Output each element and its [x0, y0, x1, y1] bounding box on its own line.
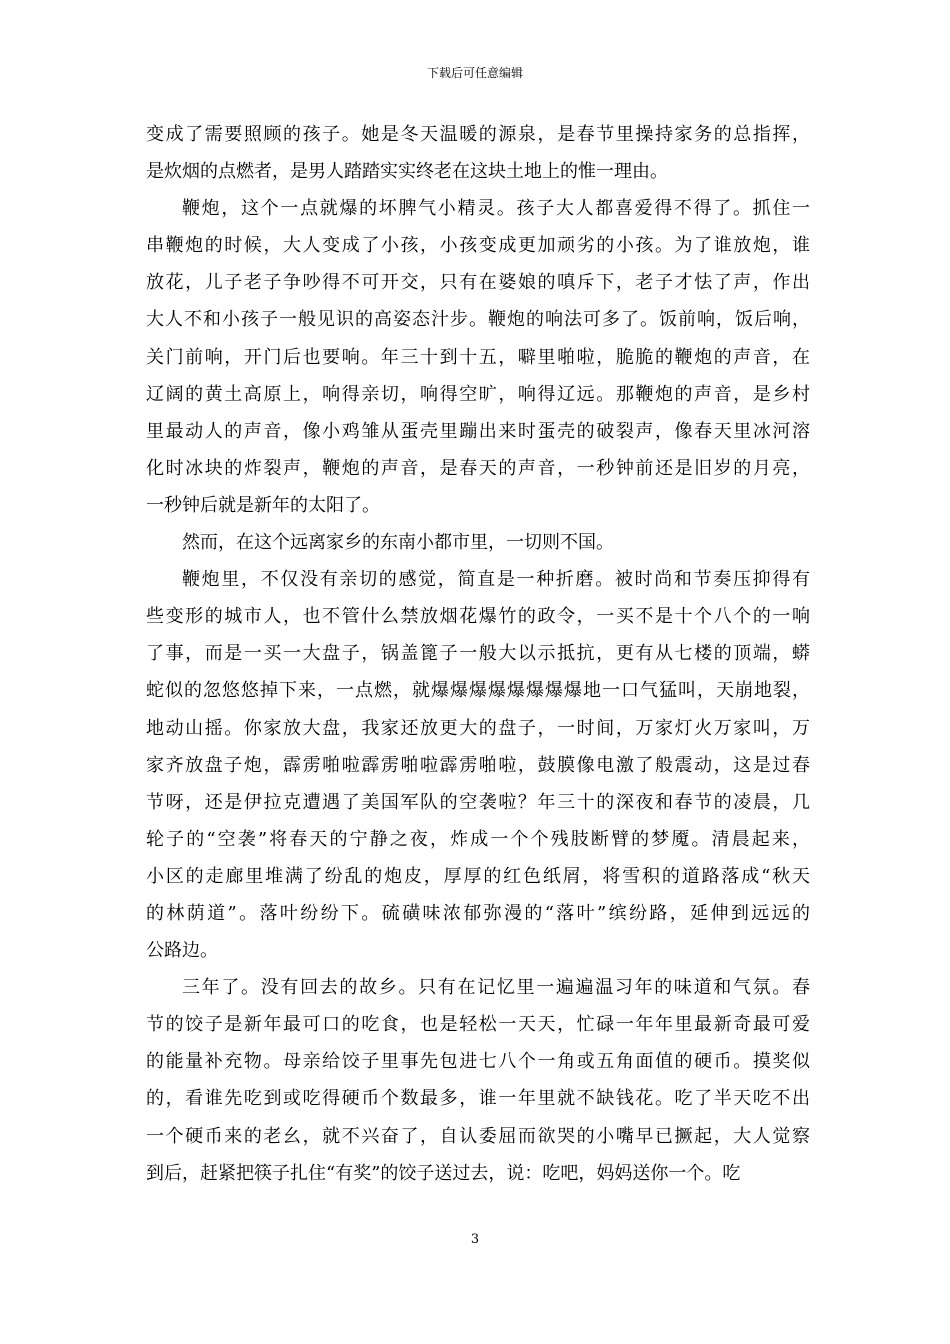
- text-line: 串鞭炮的时候，大人变成了小孩，小孩变成更加顽劣的小孩。为了谁放炮，谁: [146, 235, 810, 257]
- text-line: 蛇似的忽悠悠掉下来，一点燃，就爆爆爆爆爆爆爆爆地一口气猛叫，天崩地裂，: [146, 680, 810, 702]
- paragraph: [146, 116, 810, 190]
- text-line: 里最动人的声音，像小鸡雏从蛋壳里蹦出来时蛋壳的破裂声，像春天里冰河溶: [146, 420, 810, 442]
- paragraph: [146, 969, 810, 1192]
- text-line: 变成了需要照顾的孩子。她是冬天温暖的源泉，是春节里操持家务的总指挥，: [146, 124, 810, 145]
- text-line: 放花，儿子老子争吵得不可开交，只有在婆娘的嗔斥下，老子才怯了声，作出: [146, 272, 810, 294]
- text-line: 到后，赶紧把筷子扎住“有奖”的饺子送过去，说：吃吧，妈妈送你一个。吃: [146, 1162, 741, 1184]
- text-line: 鞭炮里，不仅没有亲切的感觉，简直是一种折磨。被时尚和节奏压抑得有: [182, 569, 810, 591]
- paragraph: [146, 524, 810, 561]
- text-line: 然而，在这个远离家乡的东南小都市里，一切则不国。: [182, 532, 614, 554]
- paragraph: [146, 190, 810, 524]
- text-line: 些变形的城市人，也不管什么禁放烟花爆竹的政令，一买不是十个八个的一响: [146, 606, 810, 628]
- text-line: 鞭炮，这个一点就爆的坏脾气小精灵。孩子大人都喜爱得不得了。抓住一: [182, 198, 810, 220]
- text-line: 三年了。没有回去的故乡。只有在记忆里一遍遍温习年的味道和气氛。春: [182, 977, 810, 999]
- text-line: 小区的走廊里堆满了纷乱的炮皮，厚厚的红色纸屑，将雪积的道路落成“秋天: [146, 865, 810, 887]
- text-line: 的，看谁先吃到或吃得硬币个数最多，谁一年里就不缺钱花。吃了半天吃不出: [146, 1088, 810, 1110]
- page-number: 3: [470, 1232, 480, 1247]
- text-line: 公路边。: [146, 940, 218, 962]
- page-header: 下载后可任意编辑: [426, 66, 523, 80]
- text-line: 化时冰块的炸裂声，鞭炮的声音，是春天的声音，一秒钟前还是旧岁的月亮，: [146, 457, 810, 479]
- text-line: 一秒钟后就是新年的太阳了。: [146, 494, 380, 516]
- text-line: 关门前响，开门后也要响。年三十到十五，噼里啪啦，脆脆的鞭炮的声音，在: [146, 346, 810, 368]
- paragraph: [146, 561, 810, 969]
- text-line: 的能量补充物。母亲给饺子里事先包进七八个一角或五角面值的硬币。摸奖似: [146, 1051, 810, 1073]
- text-line: 家齐放盘子炮，霹雳啪啦霹雳啪啦霹雳啪啦，鼓膜像电激了般震动，这是过春: [146, 754, 810, 776]
- text-line: 大人不和小孩子一般见识的高姿态汁步。鞭炮的响法可多了。饭前响，饭后响，: [146, 309, 810, 331]
- text-line: 轮子的“空袭”将春天的宁静之夜，炸成一个个残肢断臂的梦魇。清晨起来，: [146, 828, 810, 850]
- text-line: 的林荫道”。落叶纷纷下。硫磺味浓郁弥漫的“落叶”缤纷路，延伸到远远的: [146, 902, 810, 924]
- text-line: 辽阔的黄土高原上，响得亲切，响得空旷，响得辽远。那鞭炮的声音，是乡村: [146, 383, 810, 405]
- text-line: 是炊烟的点燃者，是男人踏踏实实终老在这块土地上的惟一理由。: [146, 161, 668, 183]
- document-body: [146, 116, 810, 1192]
- text-line: 地动山摇。你家放大盘，我家还放更大的盘子，一时间，万家灯火万家叫，万: [146, 717, 810, 739]
- text-line: 节的饺子是新年最可口的吃食，也是轻松一天天，忙碌一年年里最新奇最可爱: [146, 1014, 810, 1036]
- text-line: 节呀，还是伊拉克遭遇了美国军队的空袭啦？年三十的深夜和春节的凌晨，几: [146, 791, 810, 813]
- text-line: 了事，而是一买一大盘子，锅盖篦子一般大以示抵抗，更有从七楼的顶端，蟒: [146, 643, 810, 665]
- text-line: 一个硬币来的老幺，就不兴奋了，自认委屈而欲哭的小嘴早已撅起，大人觉察: [146, 1125, 810, 1147]
